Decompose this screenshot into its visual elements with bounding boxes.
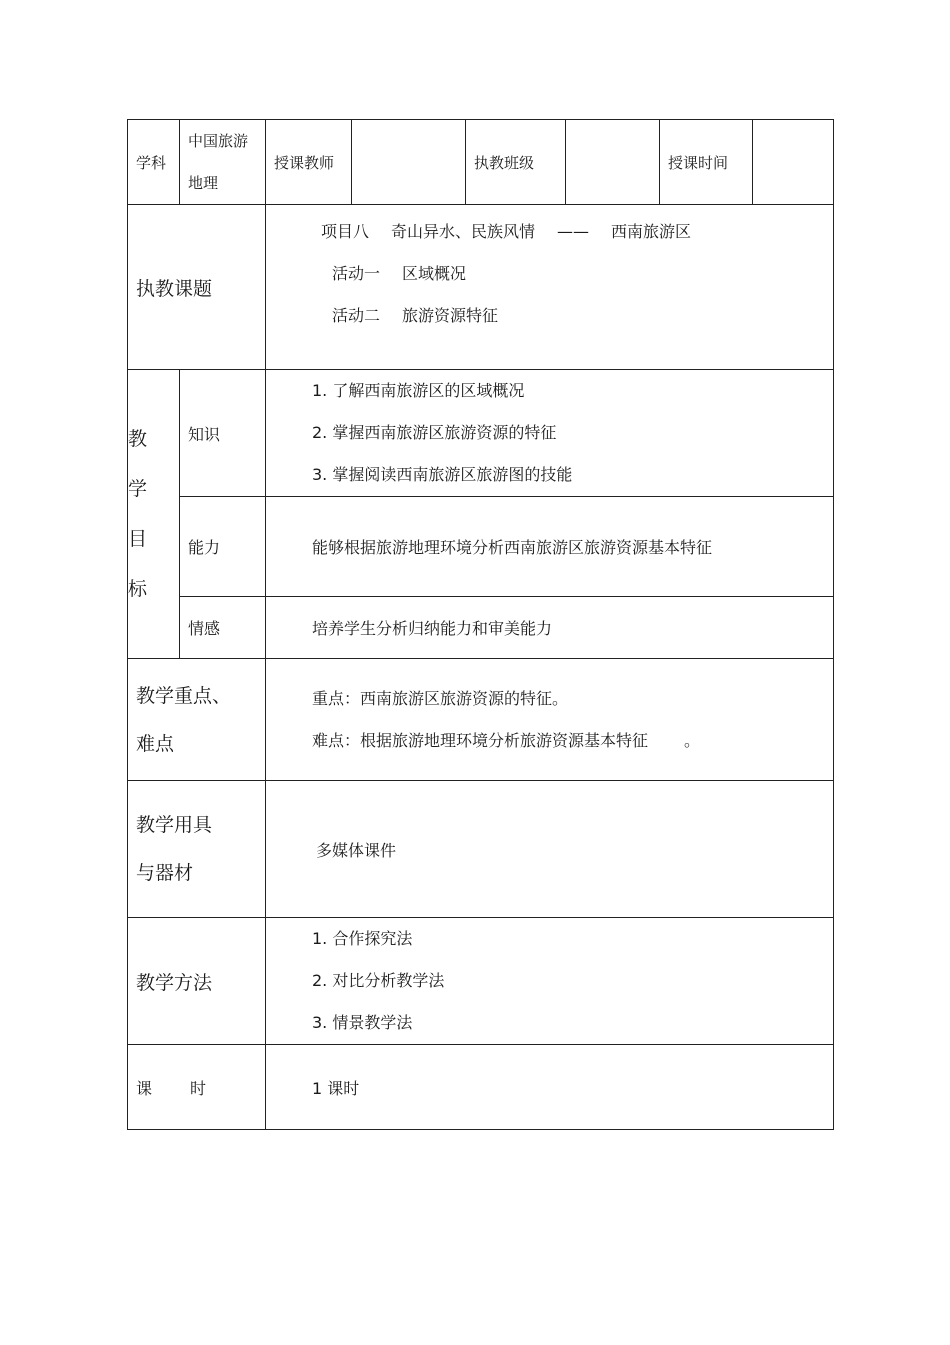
ability-label: 能力 [180,497,266,597]
topic-activity1-line [266,253,833,295]
lesson-plan-table [127,119,834,1130]
methods-row [128,918,834,1045]
goals-label-char-1: 教 [128,428,148,450]
goals-emotion-row [128,597,834,659]
methods-label: 教学方法 [128,918,266,1045]
knowledge-label: 知识 [180,370,266,497]
time-value [753,120,834,205]
method-item-2: 2. 对比分析教学法 [312,971,445,990]
topic-content [266,205,834,370]
teacher-label: 授课教师 [266,120,352,205]
focus-difficult-line [312,720,833,762]
tools-row [128,781,834,918]
header-row [128,120,834,205]
knowledge-content [266,370,834,497]
topic-region: 西南旅游区 [611,222,692,241]
topic-activity2-line [266,295,833,337]
focus-key-point: 重点：西南旅游区旅游资源的特征。 [312,688,569,708]
tools-label [128,781,266,918]
goals-knowledge-row [128,370,834,497]
subject-value-line1: 中国旅游 [188,132,249,150]
knowledge-item-3: 3. 掌握阅读西南旅游区旅游图的技能 [312,465,573,484]
time-label: 授课时间 [660,120,753,205]
topic-label: 执教课题 [128,205,266,370]
goals-ability-row [128,497,834,597]
goals-label-char-4: 标 [128,578,148,600]
subject-value-line2: 地理 [188,174,219,192]
topic-row [128,205,834,370]
topic-project-title: 奇山异水、民族风情 [391,222,536,241]
focus-row [128,659,834,781]
focus-label-line2: 难点 [136,732,175,755]
subject-label: 学科 [128,120,180,205]
goals-label [128,370,180,659]
emotion-label: 情感 [180,597,266,659]
knowledge-item-2: 2. 掌握西南旅游区旅游资源的特征 [312,423,557,442]
topic-dash: —— [557,222,590,241]
emotion-text: 培养学生分析归纳能力和审美能力 [266,597,834,659]
period-label [128,1045,266,1130]
focus-content [266,659,834,781]
goals-label-char-3: 目 [128,528,148,550]
period-row [128,1045,834,1130]
goals-label-char-2: 学 [128,478,148,500]
tools-label-line2: 与器材 [136,862,194,884]
period-label-char2: 时 [190,1078,207,1098]
methods-content [266,918,834,1045]
tools-label-line1: 教学用具 [136,814,213,836]
focus-difficult-end: 。 [684,730,701,750]
class-label: 执教班级 [466,120,566,205]
subject-value [180,120,266,205]
period-text: 1 课时 [266,1045,834,1130]
teacher-value [352,120,466,205]
topic-project: 项目八 [321,222,370,241]
method-item-1: 1. 合作探究法 [312,929,413,948]
ability-text: 能够根据旅游地理环境分析西南旅游区旅游资源基本特征 [266,497,834,597]
class-value [566,120,660,205]
topic-activity1-title: 区域概况 [402,264,467,283]
knowledge-item-1: 1. 了解西南旅游区的区域概况 [312,381,525,400]
topic-project-line [266,211,833,253]
topic-activity2-title: 旅游资源特征 [402,306,499,325]
topic-activity2-label: 活动二 [332,306,381,325]
period-label-char1: 课 [136,1078,153,1098]
topic-activity1-label: 活动一 [332,264,381,283]
method-item-3: 3. 情景教学法 [312,1013,413,1032]
focus-label-line1: 教学重点、 [136,684,232,707]
focus-label [128,659,266,781]
tools-text: 多媒体课件 [266,781,834,918]
focus-difficult-point: 难点：根据旅游地理环境分析旅游资源基本特征 [312,730,649,750]
